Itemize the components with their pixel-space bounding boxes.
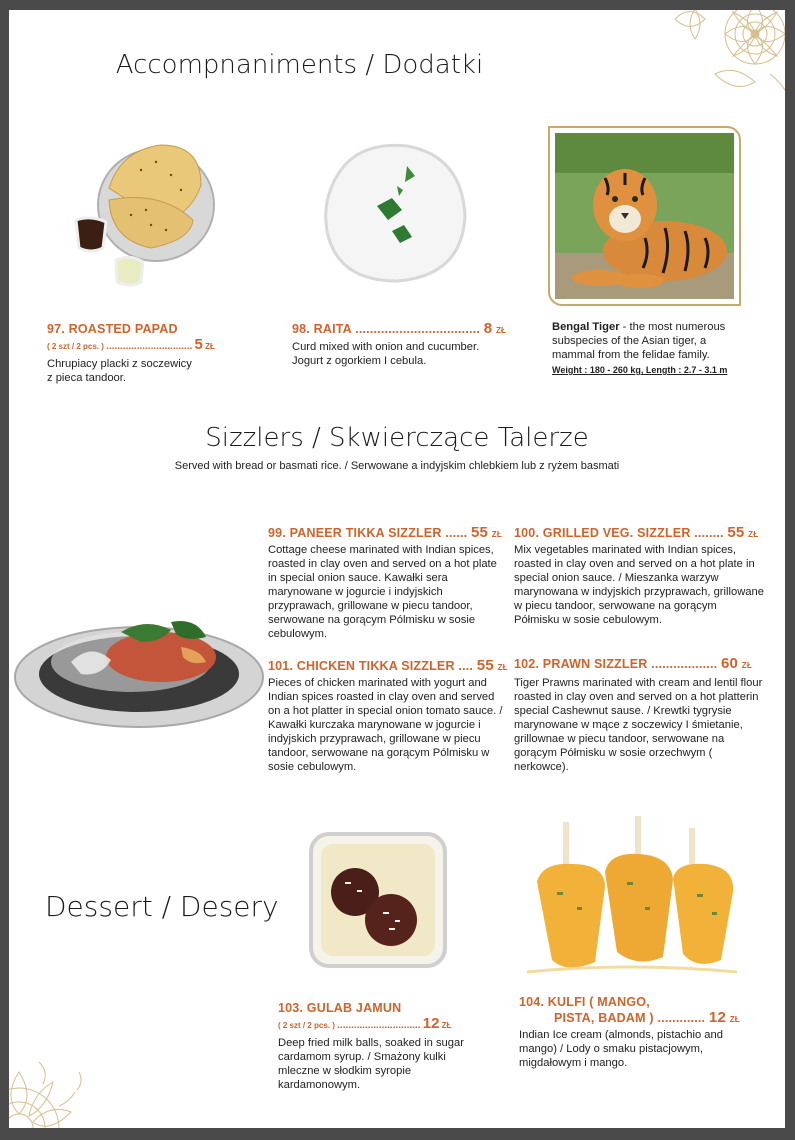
- kulfi-price: 12: [708, 1009, 727, 1026]
- papad-note: ( 2 szt / 2 pcs. ): [47, 342, 104, 351]
- kulfi-desc: Indian Ice cream (almonds, pistachio and mango) / Lody o smaku pistacjowym, migdałowym i mango.: [519, 1029, 723, 1069]
- gulab-currency: ZŁ: [441, 1021, 452, 1030]
- veg-desc: Mix vegetables marinated with Indian spices, roasted in clay oven and served on a hot plate in special onion sauce. / Mieszanka warzyw marynowana w indyjskich przyprawach, grillowane w piecu tandoor, serwowane na gorącym Półmisku w sosie cebulowym.: [514, 544, 764, 626]
- tiger-name: Bengal Tiger: [552, 321, 620, 333]
- raita-desc: [292, 340, 522, 368]
- chicken-currency: ZŁ: [497, 663, 508, 672]
- tiger-text: - the most numerous subspecies of the Asian tiger, a mammal from the felidae family.: [552, 321, 726, 361]
- prawn-desc: Tiger Prawns marinated with cream and lentil flour roasted in clay oven and served on a hot platterin special Cashewnut sause. / Krewtki tygrysie marynowane w mące z soczewicy I śmietanie, grillownae w piecu tandoor, serwowane na gorącym Półmisku w sosie orzechwym ( nerkowce).: [514, 677, 763, 773]
- kulfi-currency: ZŁ: [729, 1015, 740, 1024]
- veg-title: 100. GRILLED VEG. SIZZLER: [514, 526, 691, 540]
- mandala-bottom-left-icon: [9, 1052, 91, 1128]
- gulab-jamun-image: [305, 828, 451, 972]
- raita-currency: ZŁ: [495, 326, 507, 335]
- veg-row: [514, 524, 758, 541]
- raita-dots: ..................................: [355, 322, 481, 336]
- chicken-desc: Pieces of chicken marinated with yogurt and Indian spices roasted in clay oven and served on a hot platter in special onion tomato sauce. / Kawałki kurczaka marynowane w jogurcie i indyjskich przyprawach, grillowane w piecu tandoor, serwowane na gorącym Pólmisku w sosie cebulowym.: [268, 677, 503, 773]
- veg-currency: ZŁ: [748, 530, 759, 539]
- veg-dots: ........: [694, 526, 724, 540]
- papad-price: 5: [194, 336, 203, 353]
- paneer-title: 99. PANEER TIKKA SIZZLER: [268, 526, 442, 540]
- veg-price: 55: [727, 524, 745, 541]
- papad-desc: [47, 357, 247, 385]
- sizzlers-title: Sizzlers / Skwierczące Talerze: [205, 423, 589, 453]
- prawn-row: [514, 655, 752, 672]
- dessert-title: Dessert / Desery: [45, 890, 279, 923]
- kulfi-title-line2: PISTA, BADAM ): [554, 1011, 654, 1025]
- gulab-note: ( 2 szt / 2 pcs. ): [278, 1021, 335, 1030]
- tiger-image-frame: [548, 126, 741, 306]
- raita-title: 98. RAITA: [292, 322, 352, 336]
- tiger-stats: Weight : 180 - 260 kg, Length : 2.7 - 3.1 m: [552, 365, 728, 375]
- papad-currency: ZŁ: [205, 342, 215, 351]
- kulfi-dots: .............: [657, 1011, 706, 1025]
- papad-desc-line1: Chrupiacy placki z soczewicy: [47, 358, 192, 370]
- sizzlers-subtitle: Served with bread or basmati rice. / Serwowane a indyjskim chlebkiem lub z ryżem basmati: [174, 460, 620, 472]
- gulab-title: 103. GULAB JAMUN: [278, 1001, 402, 1015]
- chicken-row: [268, 657, 508, 674]
- paneer-currency: ZŁ: [491, 530, 502, 539]
- mandala-top-right-icon: [675, 10, 785, 104]
- gulab-dots: ..............................: [337, 1020, 421, 1031]
- prawn-price: 60: [720, 655, 739, 672]
- papad-title: 97. ROASTED PAPAD: [47, 322, 178, 336]
- prawn-title: 102. PRAWN SIZZLER: [514, 657, 648, 671]
- raita-price: 8: [483, 320, 493, 337]
- papad-image: [61, 130, 241, 295]
- kulfi-row: [554, 1009, 740, 1026]
- raita-row: [292, 320, 506, 337]
- gulab-desc: Deep fried milk balls, soaked in sugar cardamom syrup. / Smażony kulki mleczne w słodkim syropie kardamonowym.: [278, 1037, 464, 1091]
- chicken-title: 101. CHICKEN TIKKA SIZZLER: [268, 659, 455, 673]
- raita-desc-line1: Curd mixed with onion and cucumber.: [292, 341, 480, 353]
- paneer-dots: ......: [445, 526, 468, 540]
- chicken-dots: ....: [458, 659, 474, 673]
- papad-dots: ...............................: [106, 341, 193, 352]
- raita-image: [317, 136, 472, 291]
- sizzler-image: [11, 602, 266, 747]
- paneer-desc: Cottage cheese marinated with Indian spices, roasted in clay oven and served on a hot plate in special onion sauce. Kawałki sera marynowane w jogurcie i indyjskich przyprawach, grillowane w piecu tandoor, serwowane na gorącym Pólmisku w sosie cebulowym.: [268, 544, 497, 640]
- tiger-image: [555, 133, 734, 299]
- prawn-currency: ZŁ: [741, 661, 752, 670]
- papad-row: [47, 336, 215, 353]
- raita-desc-line2: Jogurt z ogorkiem I cebula.: [292, 355, 427, 367]
- paneer-row: [268, 524, 502, 541]
- kulfi-image: [517, 812, 745, 980]
- tiger-desc: [552, 320, 752, 362]
- accompaniments-title: Accompnaniments / Dodatki: [115, 50, 484, 80]
- papad-desc-line2: z pieca tandoor.: [47, 372, 126, 384]
- menu-page: [9, 10, 785, 1128]
- gulab-row: [278, 1015, 451, 1032]
- prawn-dots: ..................: [651, 657, 718, 671]
- gulab-price: 12: [422, 1015, 440, 1032]
- paneer-price: 55: [471, 524, 489, 541]
- chicken-price: 55: [476, 657, 494, 674]
- kulfi-title-line1: 104. KULFI ( MANGO,: [519, 995, 650, 1009]
